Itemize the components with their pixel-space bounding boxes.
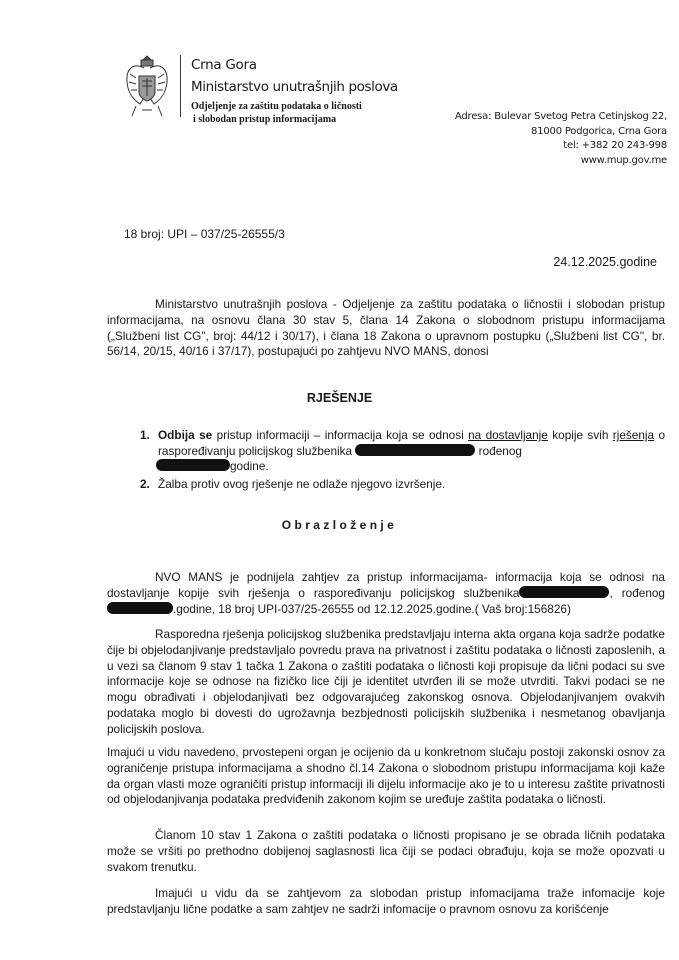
redaction-mark bbox=[355, 444, 475, 456]
item-text: pristup informaciji – informacija koja se odnosi bbox=[212, 428, 469, 442]
redaction-mark bbox=[519, 586, 609, 598]
redaction-mark bbox=[107, 602, 173, 614]
item-text: godine. bbox=[230, 459, 269, 473]
decision-list bbox=[140, 428, 665, 492]
reasoning-paragraph-3: Imajući u vidu navedeno, prvostepeni organ je ocijenio da u konkretnom slučaju postoji zakonski osnov za ograničenje pristupa informacijama a shodno čl.14 Zakona o slobodnom pristupu informacijama koji kaže da organ vlasti moze ograničiti pristup informaciji ili dijelu informacije ako je to u interesu zaštite privatnosti od objelodanjivanja podataka predviđenih zakonom kojim se uređuje zaštita podataka o ličnosti. bbox=[107, 745, 665, 807]
address-line2: 81000 Podgorica, Crna Gora bbox=[531, 125, 667, 137]
paragraph-text: .godine, 18 broj UPI-037/25-26555 od 12.12.2025.godine.( Vaš broj:156826) bbox=[173, 601, 571, 616]
reasoning-paragraph-1 bbox=[107, 570, 665, 617]
decision-item-1 bbox=[140, 428, 665, 475]
paragraph-text: NVO MANS je podnijela zahtjev za pristup informacijama- informacija koja se odnosi na dostavljanje kopije svih rješenja o raspoređivanju policijskog službenika bbox=[107, 570, 665, 600]
department-line1: Odjeljenje za zaštitu podataka o ličnosti bbox=[191, 101, 362, 112]
address-line1: Adresa: Bulevar Svetog Petra Cetinjskog 22, bbox=[454, 111, 667, 122]
country-name: Crna Gora bbox=[191, 57, 257, 73]
header-divider bbox=[180, 55, 181, 117]
reasoning-title: Obrazloženje bbox=[281, 518, 398, 532]
contact-block bbox=[347, 110, 667, 168]
decision-title: RJEŠENJE bbox=[306, 391, 373, 405]
item-text: kopije svih bbox=[547, 428, 613, 442]
website: www.mup.gov.me bbox=[580, 154, 667, 166]
item-text: o raspoređivanju policijskog službenika bbox=[158, 428, 666, 458]
reasoning-paragraph-2: Rasporedna rješenja policijskog službenika predstavljaju interna akta organa koja sadrže podatke čije bi objelodanjivanje predstavljalo povredu prava na privatnost i zaštitu podataka o ličnosti zaposlenih, a u vezi sa članom 9 stav 1 tačka 1 Zakona o zaštiti podataka o ličnosti koji propisuje da lični podaci su sve informacije koje se odnose na fizičko lice čiji je identitet utvrđen ili se može utvrditi. Takvi podaci se ne mogu obrađivati i objelodanjivati bez odgovarajućeg zakonskog osnova. Objelodanjivanjem ovakvih podataka moglo bi dovesti do ugrožavnja bezbjednosti policijskih službenika i nesmetanog obavljanja policijskih poslova. bbox=[107, 627, 665, 736]
reasoning-paragraph-4: Članom 10 stav 1 Zakona o zaštiti podataka o ličnosti propisano je se obrada ličnih podataka može se vršiti po prethodno dobijenoj saglasnosti lica čiji se podaci obrađuju, koja se može opozvati u svakom trenutku. bbox=[107, 828, 665, 874]
item-number: 1. bbox=[140, 428, 150, 442]
item-text: rođenog bbox=[475, 443, 522, 458]
reference-number: 18 broj: UPI – 037/25-26555/3 bbox=[124, 227, 285, 241]
montenegro-coat-of-arms-icon bbox=[122, 52, 172, 122]
item-number: 2. bbox=[140, 476, 150, 491]
paragraph-text: , rođenog bbox=[609, 585, 665, 600]
department-line2: i slobodan pristup informacijama bbox=[193, 114, 337, 125]
reasoning-paragraph-5: Imajući u vidu da se zahtjevom za slobodan pristup infomacijama traže infomacije koje predstavljanju lične podatke a sam zahtjev ne sadrži infomacije o pravnom osnovu za korišćenje bbox=[107, 886, 665, 916]
document-date: 24.12.2025.godine bbox=[553, 255, 657, 269]
phone: tel: +382 20 243-998 bbox=[563, 140, 667, 151]
ministry-name: Ministarstvo unutrašnjih poslova bbox=[191, 79, 398, 95]
decision-item-2 bbox=[140, 477, 665, 492]
item-text-underlined: na dostavljanje bbox=[468, 428, 548, 442]
item-bold: Odbija se bbox=[158, 428, 213, 442]
item-text-underlined: rješenja bbox=[612, 428, 655, 442]
item-text: Žalba protiv ovog rješenje ne odlaže njegovo izvršenje. bbox=[158, 476, 446, 491]
redaction-mark bbox=[156, 459, 230, 471]
intro-paragraph: Ministarstvo unutrašnjih poslova - Odjeljenje za zaštitu podataka o ličnostii i slobodan pristup informacijama, na osnovu člana 30 stav 5, člana 14 Zakona o slobodnom pristupu informacijama („Službeni list CG", broj: 44/12 i 30/17), i člana 18 Zakona o upravnom postupku („Službeni list CG", br. 56/14, 20/15, 40/16 i 37/17), postupajući po zahtjevu NVO MANS, donosi bbox=[107, 297, 665, 359]
